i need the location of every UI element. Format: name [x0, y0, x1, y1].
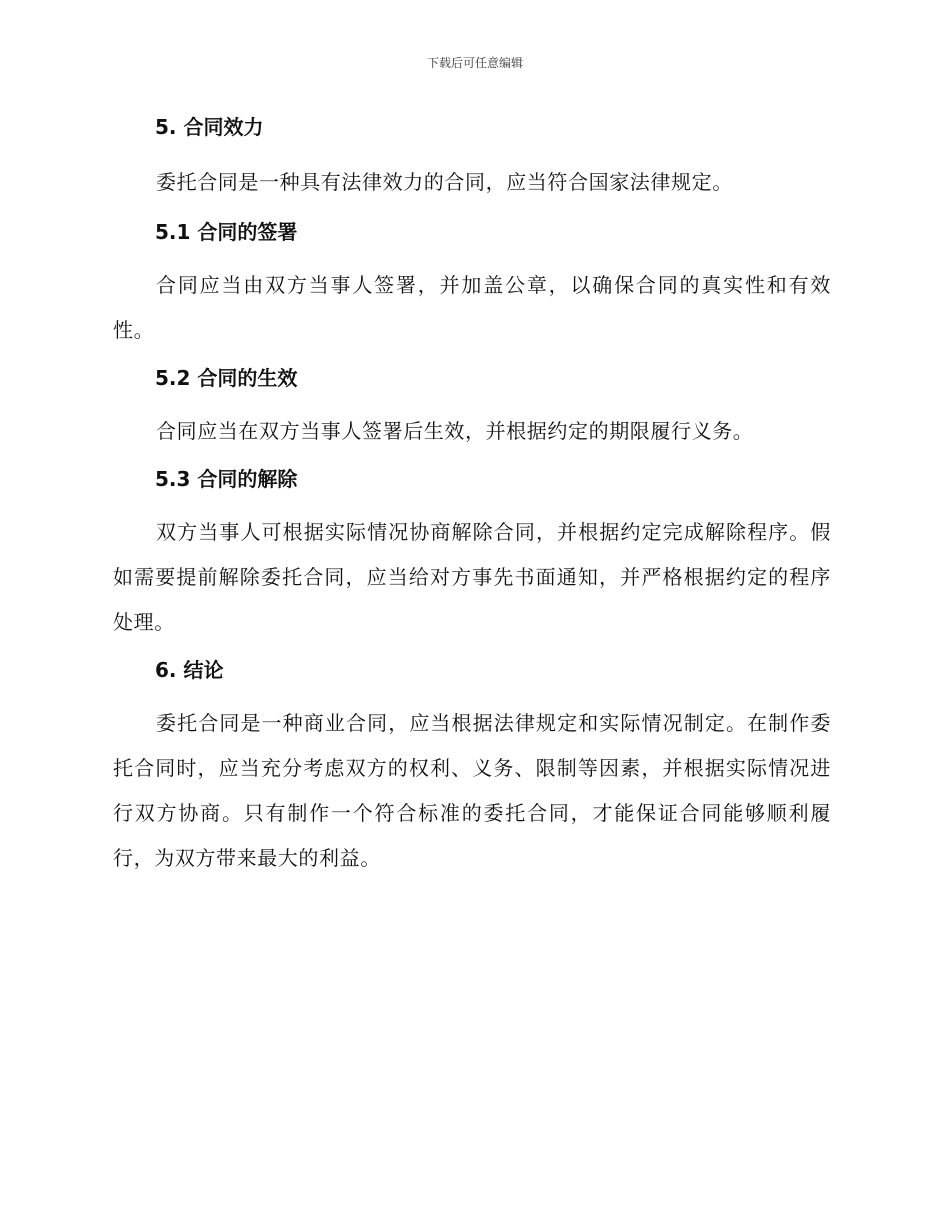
section-heading-5-1: 5.1 合同的签署 — [155, 220, 298, 244]
section-heading-5-2: 5.2 合同的生效 — [155, 366, 298, 390]
section-paragraph-5-2: 合同应当在双方当事人签署后生效，并根据约定的期限履行义务。 — [156, 419, 754, 443]
section-heading-5: 5. 合同效力 — [155, 115, 264, 139]
section-paragraph-5: 委托合同是一种具有法律效力的合同，应当符合国家法律规定。 — [156, 170, 733, 194]
page-header-note: 下载后可任意编辑 — [426, 56, 523, 70]
section-paragraph-5-1: 合同应当由双方当事人签署，并加盖公章，以确保合同的真实性和有效性。 — [113, 273, 831, 342]
document-body — [113, 108, 831, 881]
section-heading-6: 6. 结论 — [155, 658, 224, 682]
section-heading-5-3: 5.3 合同的解除 — [155, 467, 298, 491]
section-paragraph-5-3: 双方当事人可根据实际情况协商解除合同，并根据约定完成解除程序。假如需要提前解除委托合同，应当给对方事先书面通知，并严格根据约定的程序处理。 — [113, 520, 831, 634]
section-paragraph-6: 委托合同是一种商业合同，应当根据法律规定和实际情况制定。在制作委托合同时，应当充分考虑双方的权利、义务、限制等因素，并根据实际情况进行双方协商。只有制作一个符合标准的委托合同，才能保证合同能够顺利履行，为双方带来最大的利益。 — [113, 711, 831, 870]
